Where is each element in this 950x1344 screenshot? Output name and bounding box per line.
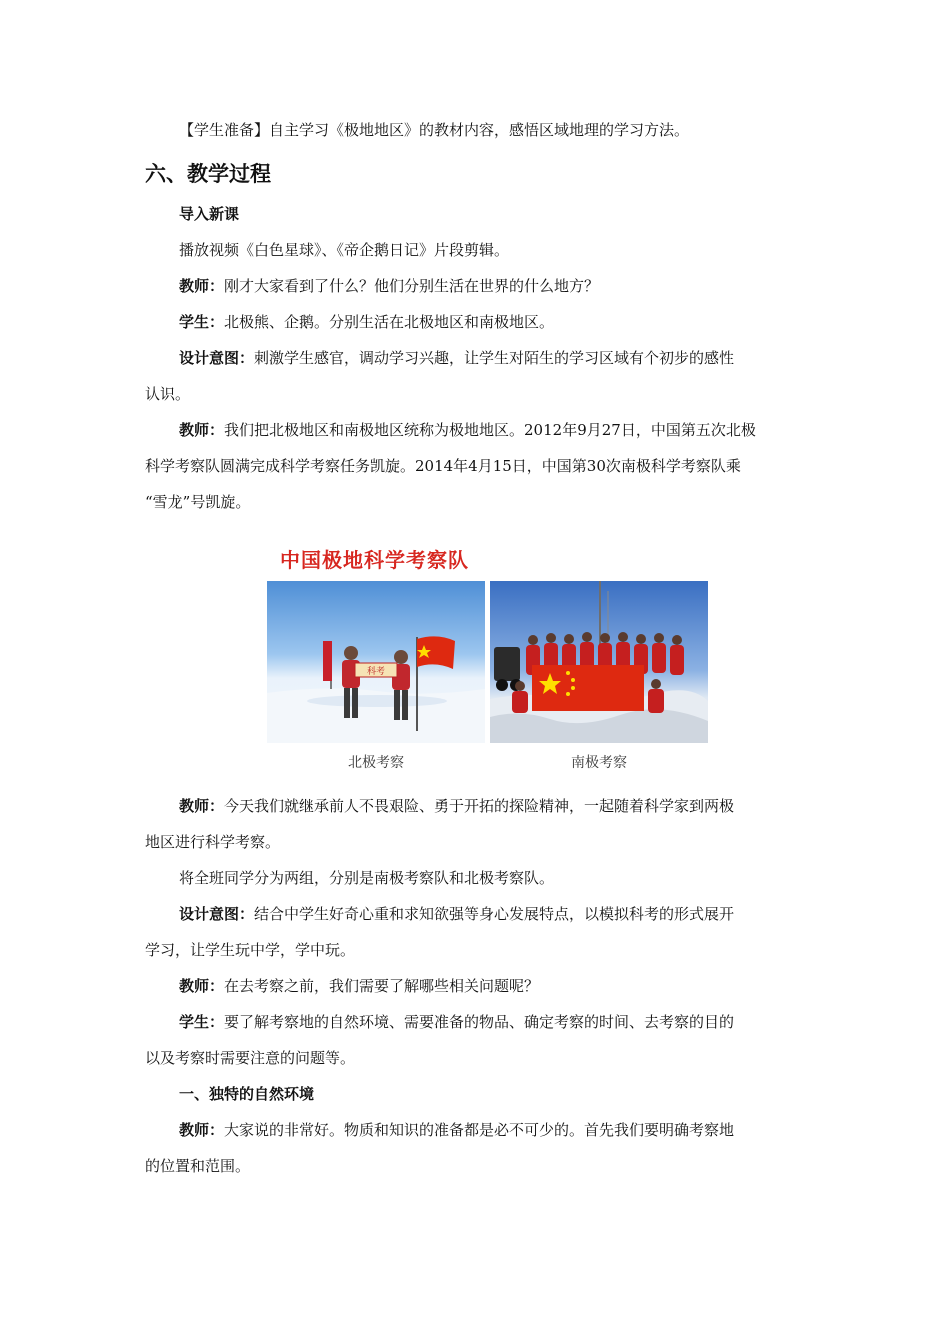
figure-title: 中国极地科学考察队 [280,548,469,572]
student-label: 学生： [179,313,225,331]
student-label: 学生： [179,1013,225,1031]
group-line: 将全班同学分为两组，分别是南极考察队和北极考察队。 [179,869,555,887]
teacher-label: 教师： [179,977,225,995]
design-intent-2-cont: 学习，让学生玩中学，学中玩。 [145,941,356,959]
intent-label: 设计意图： [179,349,255,367]
teacher-statement-2 [145,412,810,448]
sub-heading: 一、独特的自然环境 [179,1085,315,1103]
student-answer-2-cont: 以及考察时需要注意的问题等。 [145,1049,356,1067]
student-text: 要了解考察地的自然环境、需要准备的物品、确定考察的时间、去考察的目的 [224,1013,735,1031]
teacher-label: 教师： [179,797,225,815]
south-pole-photo [490,581,708,743]
north-caption: 北极考察 [348,755,404,771]
student-prep-label: 【学生准备】 [179,121,270,139]
north-pole-photo [267,581,485,743]
teacher-text: 今天我们就继承前人不畏艰险、勇于开拓的探险精神，一起随着科学家到两极 [224,797,735,815]
design-intent-1 [145,340,810,376]
teacher-statement-2-cont2: “雪龙”号凯旋。 [145,493,251,511]
intent-text: 刺激学生感官，调动学习兴趣，让学生对陌生的学习区域有个初步的感性 [254,349,735,367]
banner-text: 科考 [366,667,386,677]
teacher-statement-5 [145,1112,810,1148]
intro-heading: 导入新课 [179,205,240,223]
student-answer-1 [145,304,810,340]
teacher-statement-3 [145,788,810,824]
teacher-text: 大家说的非常好。物质和知识的准备都是必不可少的。首先我们要明确考察地 [224,1121,735,1139]
teacher-label: 教师： [179,277,225,295]
teacher-statement-2-cont: 科学考察队圆满完成科学考察任务凯旋。2014年4月15日，中国第30次南极科学考察队乘 [145,457,741,475]
student-answer-2 [145,1004,810,1040]
student-text: 北极熊、企鹅。分别生活在北极地区和南极地区。 [224,313,555,331]
north-pole-illustration [267,581,485,743]
south-pole-illustration [490,581,708,743]
teacher-question-4 [145,968,810,1004]
intent-label: 设计意图： [179,905,255,923]
teacher-label: 教师： [179,421,225,439]
teacher-text: 我们把北极地区和南极地区统称为极地地区。2012年9月27日，中国第五次北极 [224,421,756,439]
teacher-statement-5-cont: 的位置和范围。 [145,1157,251,1175]
teacher-text: 在去考察之前，我们需要了解哪些相关问题呢？ [224,977,540,995]
teacher-question-1 [145,268,810,304]
teacher-statement-3-cont: 地区进行科学考察。 [145,833,281,851]
design-intent-2 [145,896,810,932]
design-intent-1-cont: 认识。 [145,385,191,403]
expedition-figure [265,534,720,774]
south-caption: 南极考察 [571,755,627,771]
section-title: 六、教学过程 [145,162,271,186]
student-prep-paragraph [145,112,810,148]
student-prep-text: 自主学习《极地地区》的教材内容，感悟区域地理的学习方法。 [269,121,690,139]
intent-text: 结合中学生好奇心重和求知欲强等身心发展特点，以模拟科考的形式展开 [254,905,735,923]
teacher-label: 教师： [179,1121,225,1139]
video-line: 播放视频《白色星球》、《帝企鹅日记》片段剪辑。 [179,241,510,259]
teacher-text: 刚才大家看到了什么？他们分别生活在世界的什么地方？ [224,277,600,295]
document-page [145,112,810,1184]
